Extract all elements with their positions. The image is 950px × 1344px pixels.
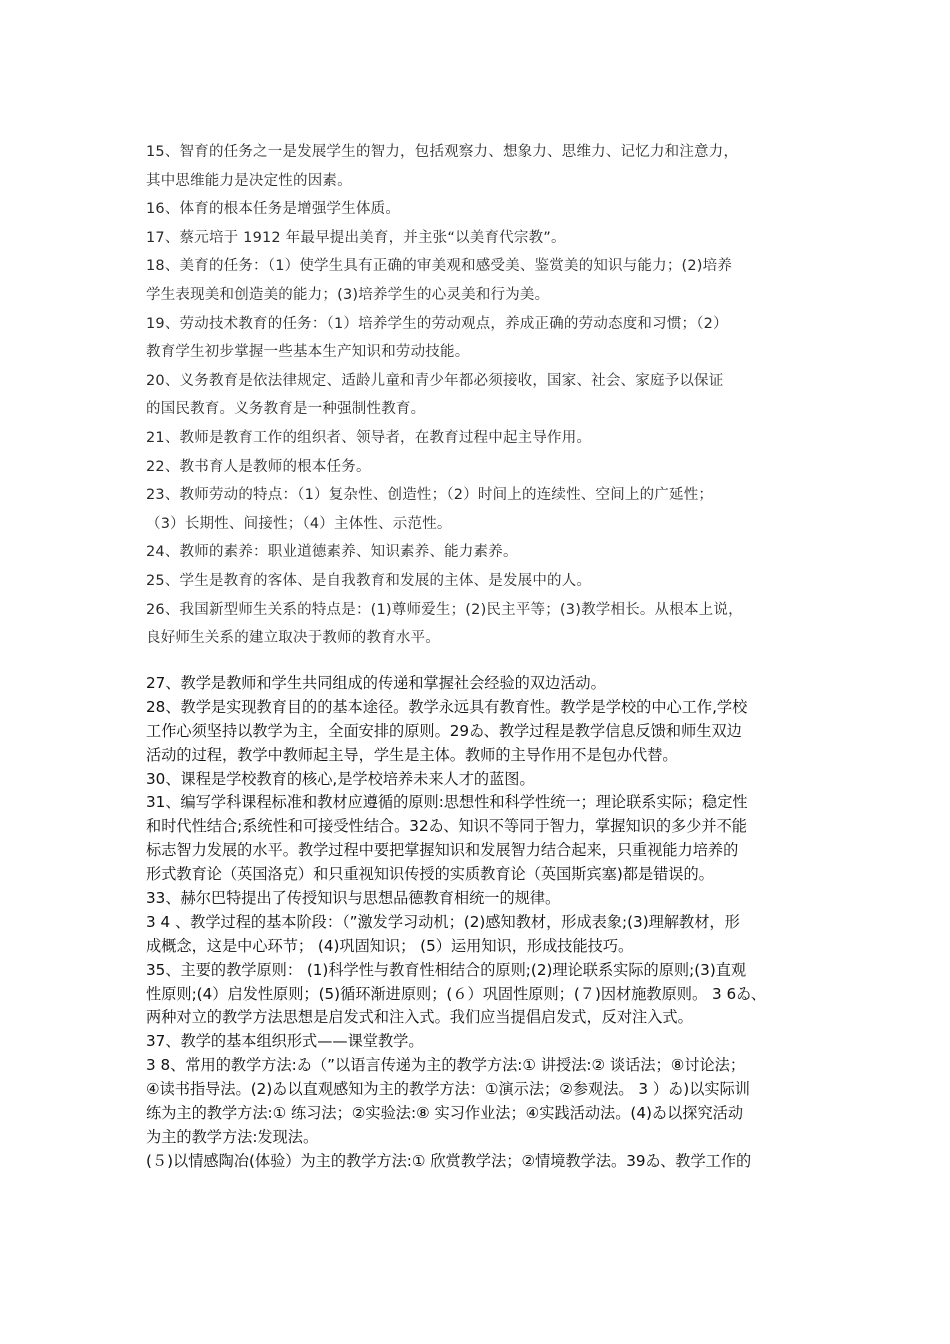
text-line: 17、蔡元培于 1912 年最早提出美育，并主张“以美育代宗教”。 <box>146 229 566 246</box>
text-line: 成概念，这是中心环节； (4)巩固知识； (5）运用知识，形成技能技巧。 <box>146 936 634 955</box>
text-line: （3）长期性、间接性；（4）主体性、示范性。 <box>146 515 452 532</box>
text-line: 15、智育的任务之一是发展学生的智力，包括观察力、想象力、思维力、记忆力和注意力， <box>146 144 739 160</box>
text-line: 其中思维能力是决定性的因素。 <box>146 172 352 189</box>
text-line: 25、学生是教育的客体、是自我教育和发展的主体、是发展中的人。 <box>146 572 592 589</box>
text-line: 30、课程是学校教育的核心,是学校培养未来人才的蓝图。 <box>146 769 535 788</box>
text-line: 形式教育论（英国洛克）和只重视知识传授的实质教育论（英国斯宾塞)都是错误的。 <box>146 865 714 884</box>
text-line: 和时代性结合;系统性和可接受性结合。32ゐ、知识不等同于智力，掌握知识的多少并不能 <box>146 817 747 836</box>
text-line: 练为主的教学方法:① 练习法；②实验法:⑧ 实习作业法；④实践活动法。(4)ゐ以探究活动 <box>146 1104 744 1123</box>
text-line: 学生表现美和创造美的能力；(3)培养学生的心灵美和行为美。 <box>146 286 550 303</box>
text-line: 活动的过程，教学中教师起主导，学生是主体。教师的主导作用不是包办代替。 <box>146 745 678 764</box>
body-text-block <box>146 672 826 1174</box>
text-line: 22、教书育人是教师的根本任务。 <box>146 458 371 475</box>
text-line: 35、主要的教学原则： (1)科学性与教育性相结合的原则;(2)理论联系实际的原则;(3)直观 <box>146 960 747 979</box>
text-line: 为主的教学方法:发现法。 <box>146 1127 319 1146</box>
text-line: 18、美育的任务：（1）使学生具有正确的审美观和感受美、鉴赏美的知识与能力；(2)培养 <box>146 258 733 275</box>
text-line: 性原则;(4）启发性原则；(5)循环渐进原则；(６）巩固性原则；(７)因材施教原则。 3 6ゐ、 <box>146 984 766 1003</box>
text-line: 26、我国新型师生关系的特点是：(1)尊师爱生；(2)民主平等；(3)教学相长。从根本上说， <box>146 601 743 618</box>
scanned-text-block <box>146 138 826 653</box>
text-line: 28、教学是实现教育目的的基本途径。教学永远具有教育性。教学是学校的中心工作,学校 <box>146 697 748 716</box>
text-line: 19、劳动技术教育的任务：（1）培养学生的劳动观点，养成正确的劳动态度和习惯；（2） <box>146 315 728 332</box>
text-line: 的国民教育。义务教育是一种强制性教育。 <box>146 401 426 418</box>
text-line: 24、教师的素养：职业道德素养、知识素养、能力素养。 <box>146 544 518 561</box>
text-line: 23、教师劳动的特点：（1）复杂性、创造性；（2）时间上的连续性、空间上的广延性； <box>146 487 714 504</box>
text-line: 两种对立的教学方法思想是启发式和注入式。我们应当提倡启发式，反对注入式。 <box>146 1008 693 1027</box>
text-line: 标志智力发展的水平。教学过程中要把掌握知识和发展智力结合起来，只重视能力培养的 <box>146 841 739 860</box>
text-line: 16、体育的根本任务是增强学生体质。 <box>146 201 401 218</box>
text-line: 20、义务教育是依法律规定、适龄儿童和青少年都必须接收，国家、社会、家庭予以保证 <box>146 372 724 389</box>
text-line: 良好师生关系的建立取决于教师的教育水平。 <box>146 630 440 647</box>
text-line: 3 4 、教学过程的基本阶段：（”激发学习动机；(2)感知教材，形成表象;(3)理解教材，形 <box>146 912 740 931</box>
text-line: 33、赫尔巴特提出了传授知识与思想品德教育相统一的规律。 <box>146 889 561 908</box>
text-line: 21、教师是教育工作的组织者、领导者，在教育过程中起主导作用。 <box>146 429 592 446</box>
text-line: 37、教学的基本组织形式——课堂教学。 <box>146 1032 424 1051</box>
text-line: 27、教学是教师和学生共同组成的传递和掌握社会经验的双边活动。 <box>146 674 606 692</box>
text-line: 31、编写学科课程标准和教材应遵循的原则:思想性和科学性统一；理论联系实际；稳定性 <box>146 793 748 812</box>
text-line: 工作心须坚持以教学为主，全面安排的原则。29ゐ、教学过程是教学信息反馈和师生双边 <box>146 721 742 740</box>
text-line: ④读书指导法。(2)ゐ以直观感知为主的教学方法：①演示法；②参观法。 3 ）ゐ)以实际训 <box>146 1080 750 1099</box>
text-line: 教育学生初步掌握一些基本生产知识和劳动技能。 <box>146 344 470 361</box>
text-line: (５)以情感陶冶(体验）为主的教学方法:① 欣赏教学法；②情境教学法。39ゐ、教学工作的 <box>146 1151 752 1170</box>
text-line: 3 8、常用的教学方法:ゐ（”以语言传递为主的教学方法:① 讲授法:② 谈话法；⑧讨论法； <box>146 1056 746 1075</box>
